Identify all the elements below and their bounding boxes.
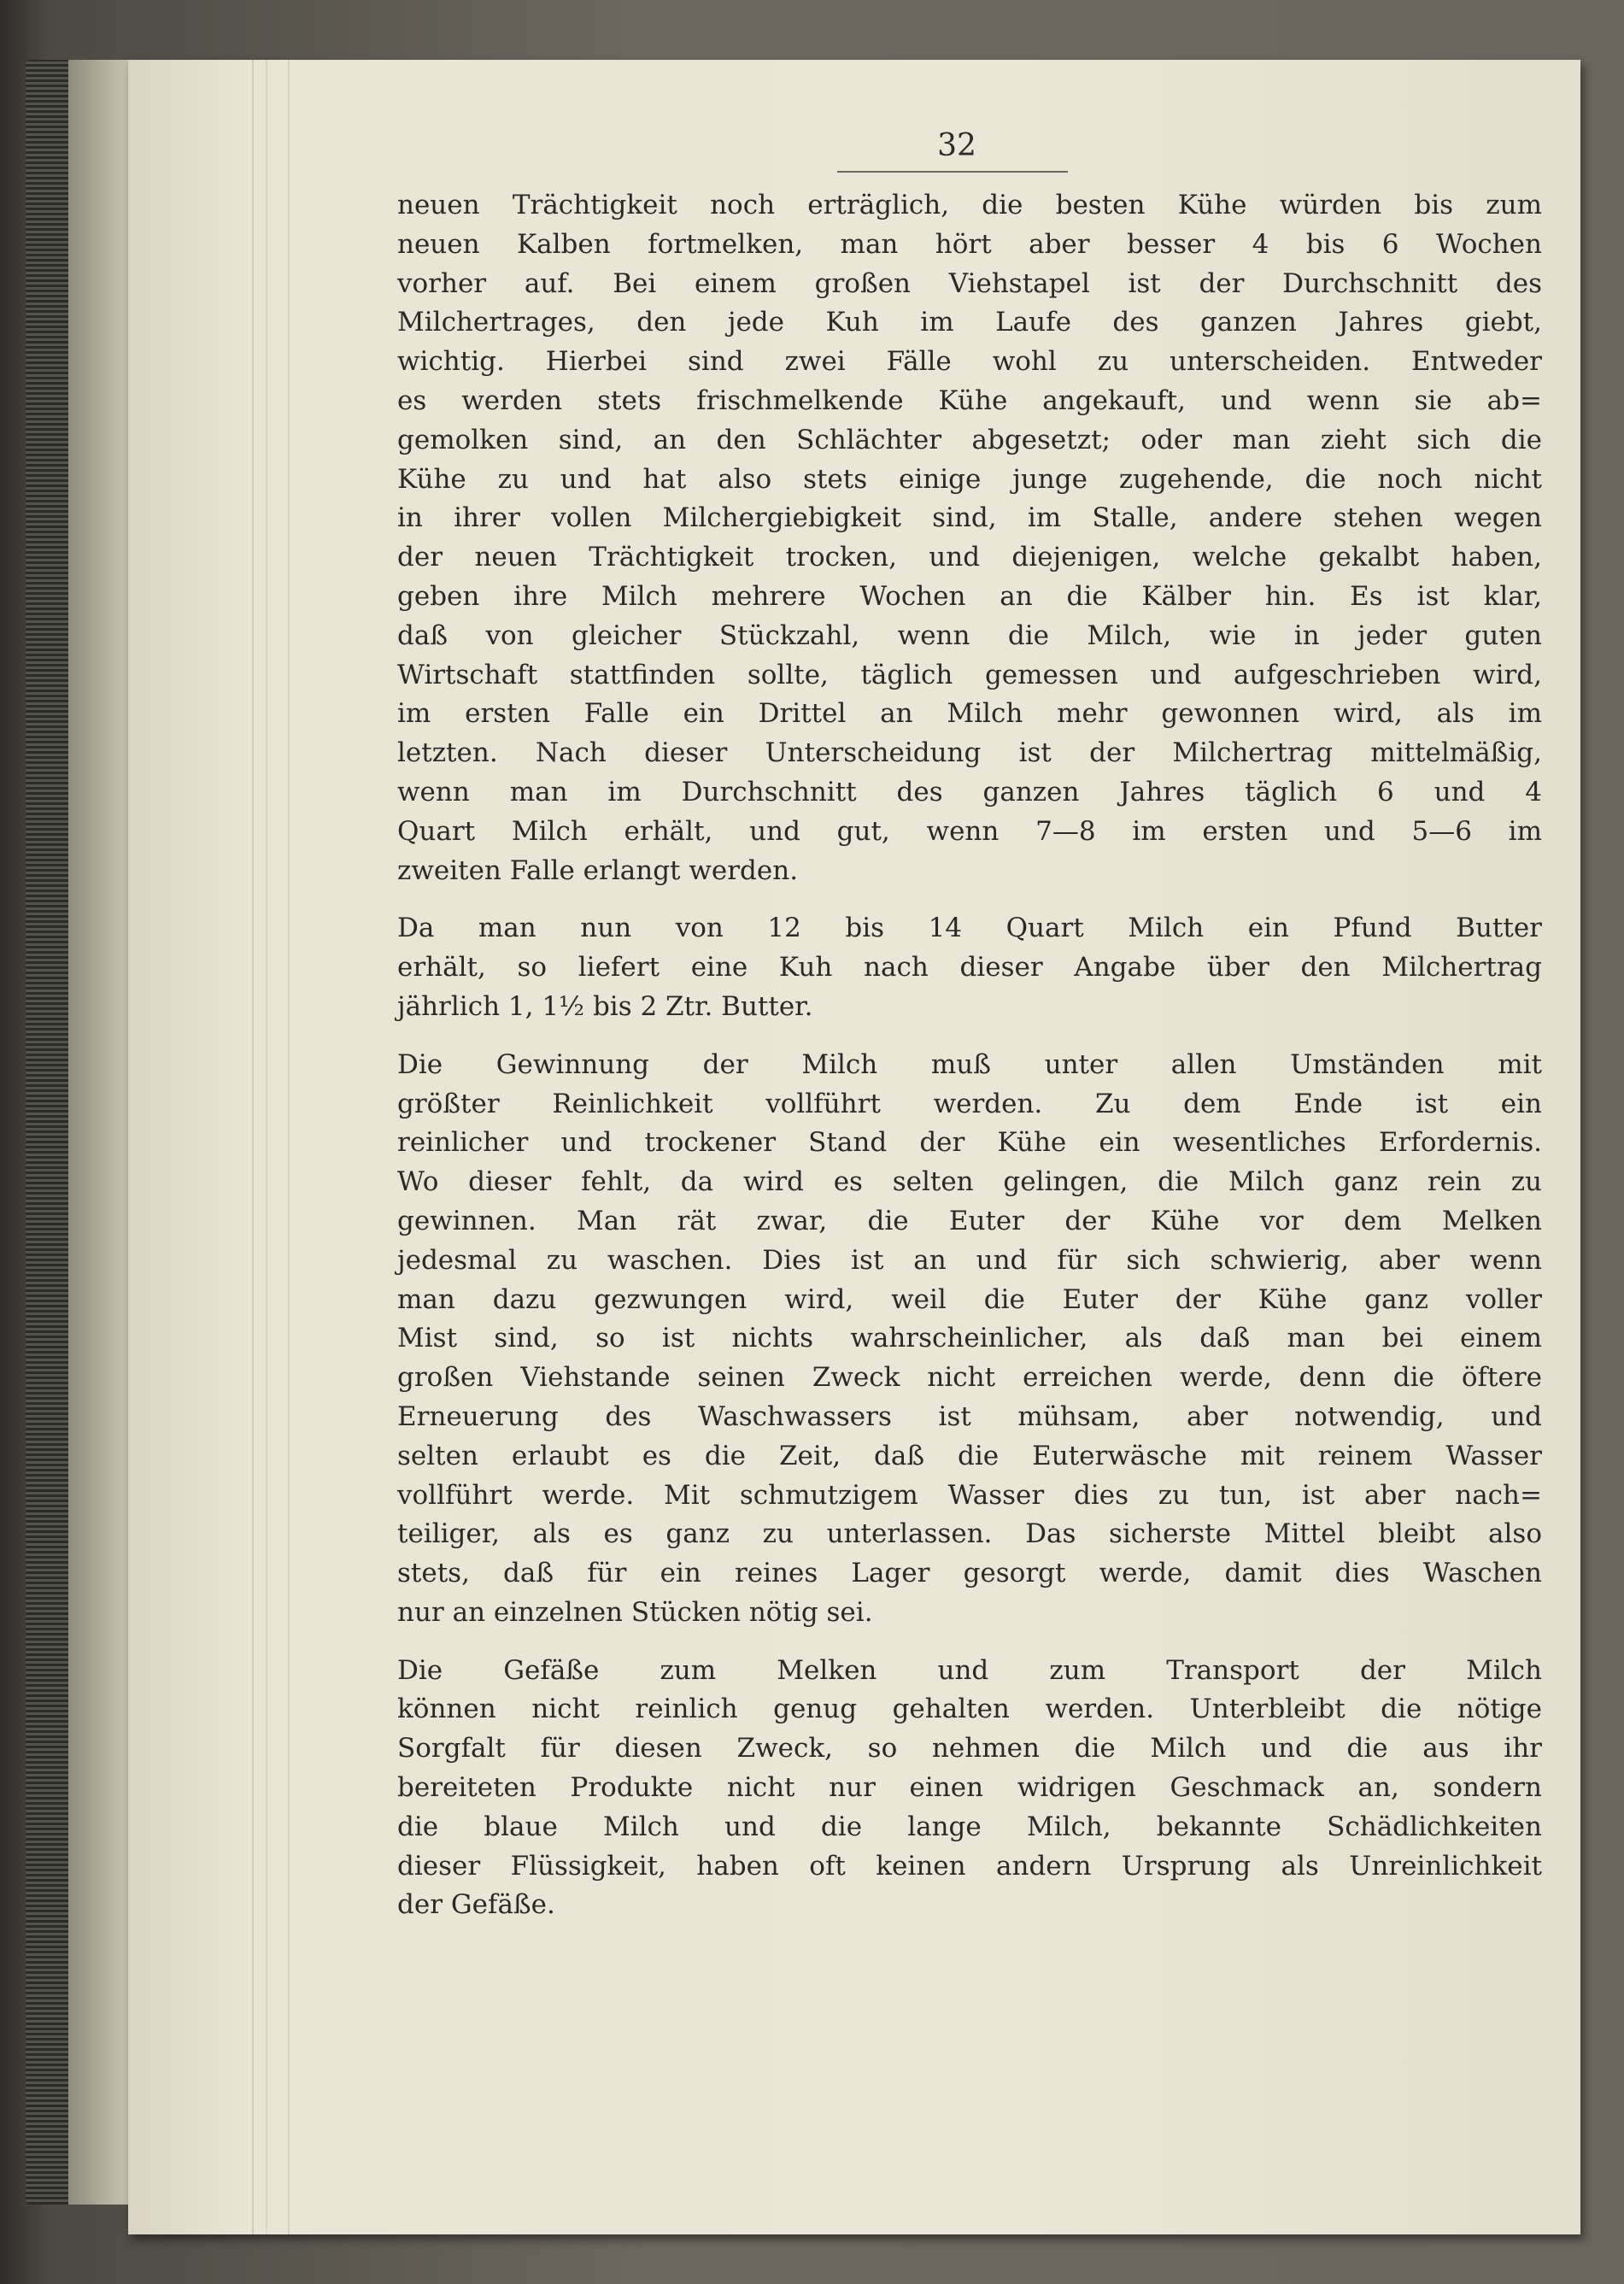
text-line: Die Gefäße zum Melken und zum Transport der Milch [397, 1654, 1542, 1686]
text-line: wichtig. Hierbei sind zwei Fälle wohl zu unterscheiden. Entweder [397, 346, 1542, 378]
text-line: neuen Trächtigkeit noch erträglich, die besten Kühe würden bis zum [397, 190, 1542, 220]
text-line: teiliger, als es ganz zu unterlassen. Das sicherste Mittel bleibt also [397, 1518, 1542, 1550]
text-line: zweiten Falle erlangt werden. [397, 854, 799, 886]
paragraph [397, 186, 1542, 890]
text-line: dieser Flüssigkeit, haben oft keinen andern Ursprung als Unreinlichkeit [397, 1850, 1542, 1882]
text-line: selten erlaubt es die Zeit, daß die Euterwäsche mit reinem Wasser [397, 1440, 1542, 1471]
page-number-rule [837, 171, 1068, 173]
text-line: es werden stets frischmelkende Kühe angekauft, und wenn sie ab= [397, 385, 1542, 416]
text-line: Milchertrages, den jede Kuh im Laufe des ganzen Jahres giebt, [397, 307, 1542, 338]
text-line: reinlicher und trockener Stand der Kühe ein wesentliches Erfordernis. [397, 1127, 1542, 1159]
text-line: Wo dieser fehlt, da wird es selten gelingen, die Milch ganz rein zu [397, 1166, 1542, 1198]
text-line: können nicht reinlich genug gehalten werden. Unterbleibt die nötige [397, 1694, 1542, 1725]
paragraph-gap [397, 1633, 1542, 1652]
text-line: gewinnen. Man rät zwar, die Euter der Kühe vor dem Melken [397, 1205, 1542, 1236]
paragraph [397, 1046, 1542, 1633]
text-line: Wirtschaft stattfinden sollte, täglich gemessen und aufgeschrieben wird, [397, 659, 1542, 690]
text-line: die blaue Milch und die lange Milch, bekannte Schädlichkeiten [397, 1811, 1542, 1842]
text-line: man dazu gezwungen wird, weil die Euter der Kühe ganz voller [397, 1283, 1542, 1315]
text-line: nur an einzelnen Stücken nötig sei. [397, 1596, 873, 1628]
paragraph-gap [397, 890, 1542, 909]
text-line: der neuen Trächtigkeit trocken, und diejenigen, welche gekalbt haben, [397, 542, 1542, 573]
text-line: Mist sind, so ist nichts wahrscheinlicher, als daß man bei einem [397, 1323, 1542, 1354]
text-line: größter Reinlichkeit vollführt werden. Zu dem Ende ist ein [397, 1088, 1542, 1119]
text-line: geben ihre Milch mehrere Wochen an die Kälber hin. Es ist klar, [397, 580, 1542, 612]
text-line: vollführt werde. Mit schmutzigem Wasser dies zu tun, ist aber nach= [397, 1479, 1542, 1511]
paragraph-gap [397, 1027, 1542, 1046]
text-line: großen Viehstande seinen Zweck nicht erreichen werde, denn die öftere [397, 1362, 1542, 1394]
page-gutter [252, 60, 290, 2234]
text-line: jährlich 1, 1½ bis 2 Ztr. Butter. [397, 990, 813, 1022]
text-line: Quart Milch erhält, und gut, wenn 7—8 im ersten und 5—6 im [397, 815, 1542, 847]
text-line: Sorgfalt für diesen Zweck, so nehmen die Milch und die aus ihr [397, 1733, 1542, 1764]
text-line: Die Gewinnung der Milch muß unter allen Umständen mit [397, 1048, 1542, 1080]
text-line: Da man nun von 12 bis 14 Quart Milch ein Pfund Butter [397, 913, 1542, 944]
text-line: gemolken sind, an den Schlächter abgesetzt; oder man zieht sich die [397, 424, 1542, 455]
text-line: stets, daß für ein reines Lager gesorgt werde, damit dies Waschen [397, 1558, 1542, 1589]
text-line: bereiteten Produkte nicht nur einen widrigen Geschmack an, sondern [397, 1772, 1542, 1804]
paragraph [397, 1652, 1542, 1926]
text-line: im ersten Falle ein Drittel an Milch mehr gewonnen wird, als im [397, 698, 1542, 730]
text-line: neuen Kalben fortmelken, man hört aber besser 4 bis 6 Wochen [397, 228, 1542, 260]
text-line: Kühe zu und hat also stets einige junge zugehende, die noch nicht [397, 463, 1542, 495]
page-number: 32 [937, 128, 976, 163]
text-line: erhält, so liefert eine Kuh nach dieser Angabe über den Milchertrag [397, 952, 1542, 983]
text-line: in ihrer vollen Milchergiebigkeit sind, im Stalle, andere stehen wegen [397, 502, 1542, 534]
text-line: der Gefäße. [397, 1889, 555, 1921]
text-line: wenn man im Durchschnitt des ganzen Jahres täglich 6 und 4 [397, 776, 1542, 807]
text-line: daß von gleicher Stückzahl, wenn die Milch, wie in jeder guten [397, 619, 1542, 651]
body-text [397, 186, 1542, 1925]
text-line: letzten. Nach dieser Unterscheidung ist der Milchertrag mittelmäßig, [397, 737, 1542, 769]
text-line: jedesmal zu waschen. Dies ist an und für sich schwierig, aber wenn [397, 1244, 1542, 1276]
text-line: vorher auf. Bei einem großen Viehstapel ist der Durchschnitt des [397, 267, 1542, 299]
paragraph [397, 909, 1542, 1026]
text-line: Erneuerung des Waschwassers ist mühsam, aber notwendig, und [397, 1400, 1542, 1432]
